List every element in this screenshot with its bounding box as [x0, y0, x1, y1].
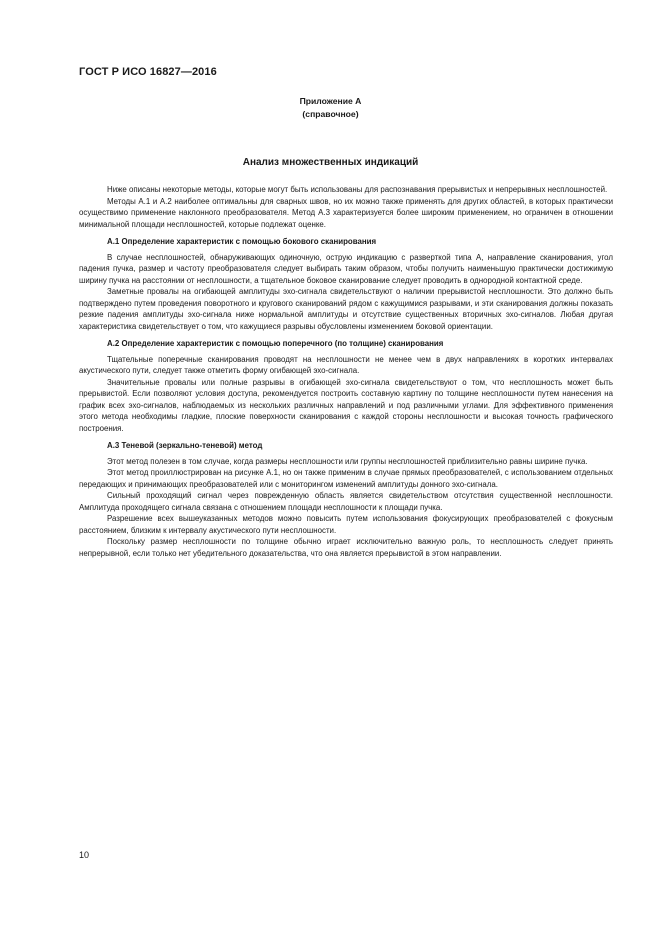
- section-a3-paragraph-4: Разрешение всех вышеуказанных методов можно повысить путем использования фокусирующих преобразователей с фокусным расстоянием, близким к интервалу акустического пути несплошности.: [79, 514, 613, 535]
- section-a3-paragraph-2: Этот метод проиллюстрирован на рисунке А.1, но он также применим в случае прямых преобразователей, с использованием отдельных передающих и принимающих преобразователей или с мониторингом изменений амплитуды донного эхо-сигнала.: [79, 468, 613, 489]
- page-number: 10: [79, 850, 90, 860]
- section-a2-heading: А.2 Определение характеристик с помощью поперечного (по толщине) сканирования: [107, 339, 444, 348]
- document-header: ГОСТ Р ИСО 16827—2016: [79, 66, 217, 78]
- section-a1-paragraph-1: В случае несплошностей, обнаруживающих одиночную, острую индикацию с разверткой типа А, направление сканирования, угол падения пучка, размер и частоту преобразователя следует выбирать таким образом, чтобы получить наименьшую практически достижимую ширину пучка на расстоянии от несплошности, а тщательное боковое сканирование следует проводить в однородной контактной среде.: [79, 252, 613, 285]
- section-a2-paragraph-1: Тщательные поперечные сканирования проводят на несплошности не менее чем в двух направлениях в коротких интервалах акустического пути, следует также отметить форму огибающей эхо-сигнала.: [79, 354, 613, 375]
- intro-paragraph-2: Методы А.1 и А.2 наиболее оптимальны для сварных швов, но их можно также применять для других областей, в которых практически осуществимо применение наклонного преобразователя. Метод А.3 характеризуется более широким применением, но ограничен в отношении минимальной площади несплошностей, которые подлежат оценке.: [79, 196, 613, 229]
- appendix-label: [0, 95, 661, 121]
- appendix-note: (справочное): [302, 109, 359, 119]
- section-a1-paragraph-2: Заметные провалы на огибающей амплитуды эхо-сигнала свидетельствуют о наличии прерывистой несплошности. Это должно быть подтверждено путем проведения поворотного и кругового сканирований рядом с кажущимися разрывами, и эти сканирования должны показать резкие падения амплитуды эхо-сигнала ниже нормальной амплитуды и отсутствие существенных вторичных эхо-сигналов. Любая другая характеристика свидетельствует о том, что кажущиеся разрывы обусловлены изменением боковой ориентации.: [79, 287, 613, 331]
- document-body: [79, 184, 613, 559]
- appendix-title: Приложение А: [299, 96, 362, 106]
- section-a3-heading: А.3 Теневой (зеркально-теневой) метод: [107, 441, 263, 450]
- section-a3-paragraph-1: Этот метод полезен в том случае, когда размеры несплошности или группы несплошностей приблизительно равны ширине пучка.: [107, 456, 588, 466]
- section-a1-heading: А.1 Определение характеристик с помощью бокового сканирования: [107, 237, 377, 246]
- section-a3-paragraph-5: Поскольку размер несплошности по толщине обычно играет исключительно важную роль, то несплошность следует принять непрерывной, если только нет убедительного доказательства, что она является прерывистой в этом направлении.: [79, 537, 613, 558]
- section-a2-paragraph-2: Значительные провалы или полные разрывы в огибающей эхо-сигнала свидетельствуют о том, что несплошность может быть прерывистой. Если позволяют условия доступа, рекомендуется построить составную картину по толщине несплошности путем нанесения на график всех эхо-сигналов, наблюдаемых из нескольких различных направлений и под различными углами. Для эффективного применения этого метода необходимы гладкие, плоские поверхности сканирования с каждой стороны несплошности и высокая точность графического построения.: [79, 377, 613, 433]
- intro-paragraph-1: Ниже описаны некоторые методы, которые могут быть использованы для распознавания прерывистых и непрерывных несплошностей.: [107, 185, 608, 194]
- section-a3-paragraph-3: Сильный проходящий сигнал через поврежденную область является свидетельством отсутствия существенной несплошности. Амплитуда проходящего сигнала связана с отношением площади несплошности к площади пучка.: [79, 491, 613, 512]
- section-title: Анализ множественных индикаций: [242, 157, 419, 168]
